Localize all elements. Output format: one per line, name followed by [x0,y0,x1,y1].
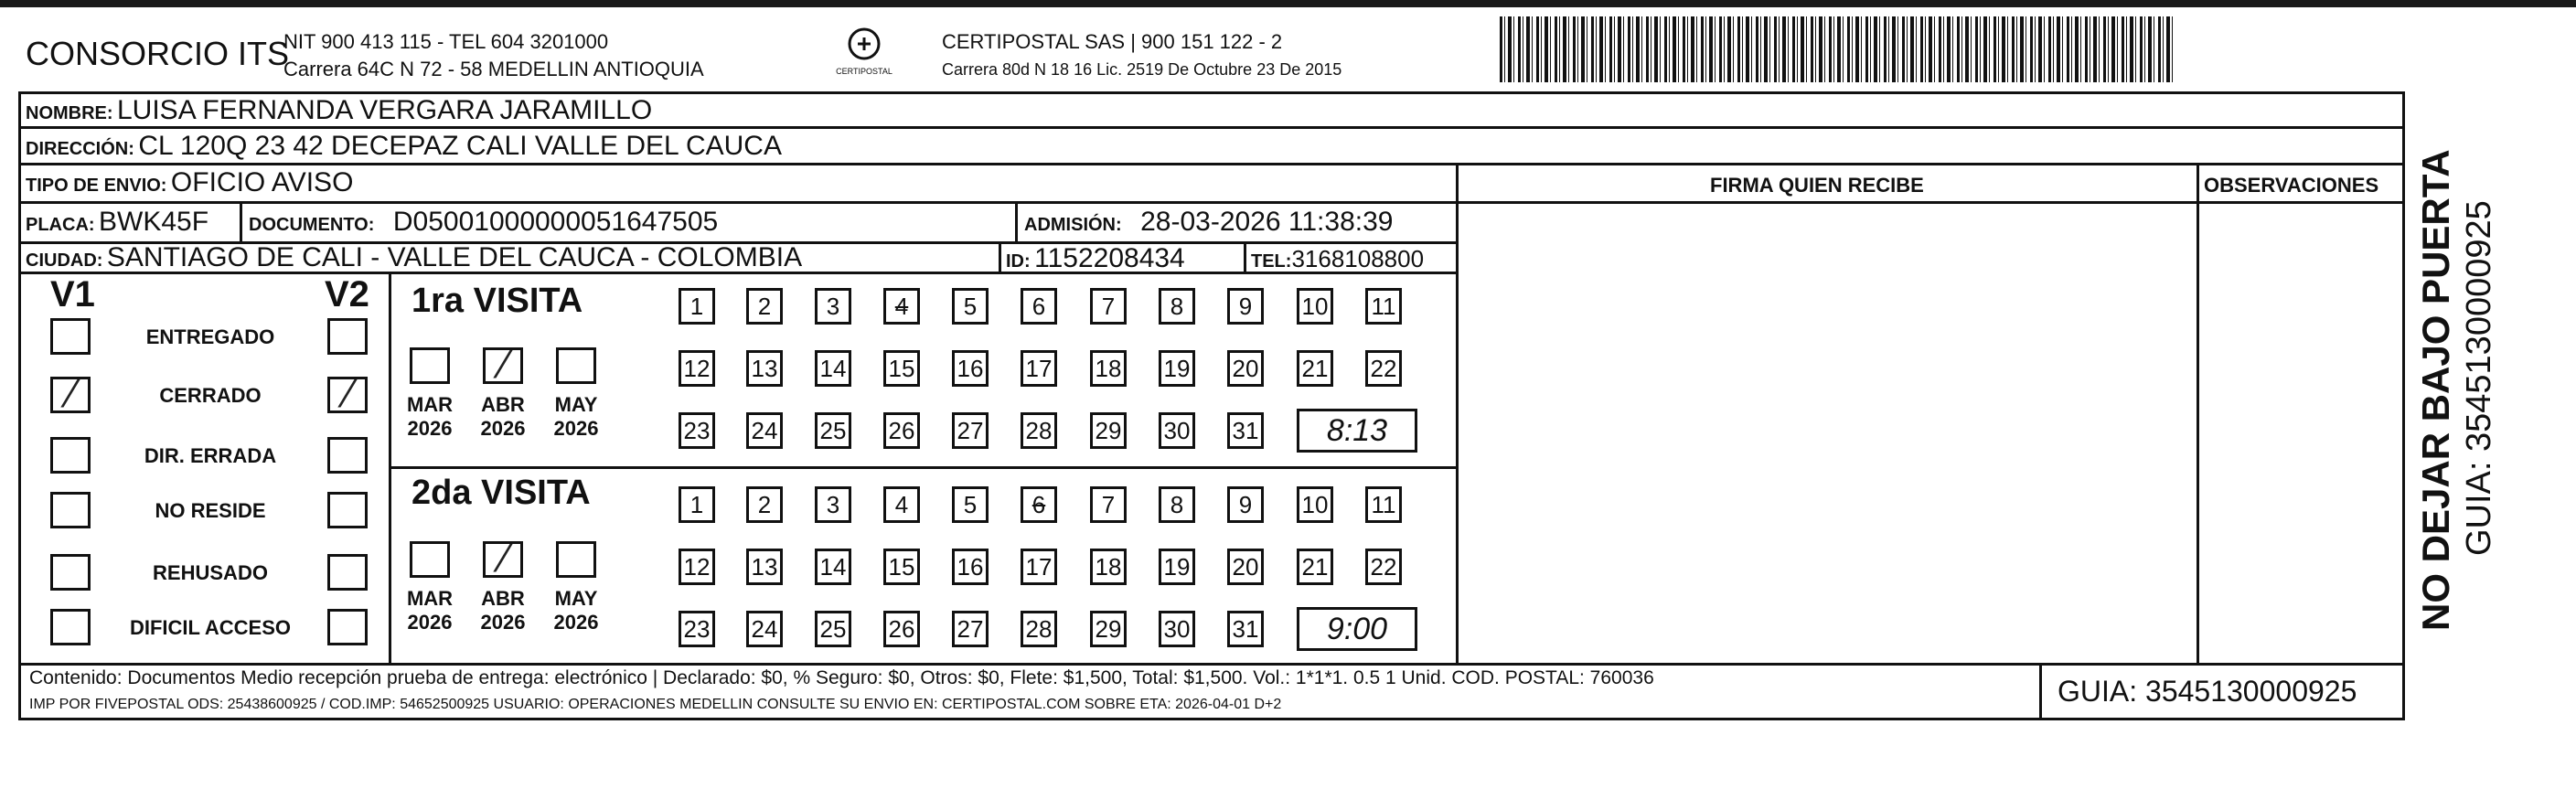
type-row [26,167,353,198]
visit2-day-box[interactable]: 13 [746,549,783,585]
visit2-day-box[interactable]: 9 [1227,486,1264,523]
admission-date: 28-03-2026 11:38:39 [1140,207,1394,237]
visit2-day-box[interactable]: 2 [746,486,783,523]
plate-row [26,207,208,238]
visit1-month-label: ABR [481,393,525,416]
visit2-day-box[interactable]: 21 [1297,549,1333,585]
carrier-address: Carrera 80d N 18 16 Lic. 2519 De Octubre 23 De 2015 [942,60,1342,79]
recipient-name: LUISA FERNANDA VERGARA JARAMILLO [117,95,653,125]
visit1-day-box[interactable]: 30 [1159,412,1195,449]
status-label: CERRADO [159,384,262,407]
visit2-month-box[interactable]: ⁄ [483,541,523,578]
visit2-day-box[interactable]: 28 [1021,611,1057,647]
visit2-month-box[interactable] [556,541,596,578]
admission-field [1024,207,1393,238]
visit2-day-box[interactable]: 22 [1365,549,1402,585]
doc-label: DOCUMENTO: [249,215,375,235]
visit2-day-box[interactable]: 17 [1021,549,1057,585]
visit1-day-box[interactable]: 9 [1227,288,1264,325]
visit1-day-box[interactable]: 1 [679,288,715,325]
visit1-day-box[interactable]: 12 [679,350,715,387]
visit2-year-label: 2026 [553,611,599,634]
visit1-day-box[interactable]: 2 [746,288,783,325]
visit1-month-box[interactable] [410,347,450,384]
address-row [26,131,782,162]
visit1-day-box[interactable]: 17 [1021,350,1057,387]
city-label: CIUDAD: [26,250,103,271]
observations-header: OBSERVACIONES [2204,174,2379,197]
visit2-day-box[interactable]: 27 [952,611,989,647]
v2-label: V2 [325,274,369,314]
v1-checkbox[interactable] [50,437,91,474]
status-label: REHUSADO [153,561,268,584]
visit1-day-box[interactable]: 26 [883,412,920,449]
top-border [0,0,2576,7]
visit2-year-label: 2026 [480,611,526,634]
v2-checkbox[interactable] [327,554,368,591]
visit2-day-box[interactable]: 10 [1297,486,1333,523]
id-label: ID: [1006,251,1031,272]
visit2-day-box[interactable]: 23 [679,611,715,647]
visit1-day-box[interactable]: 10 [1297,288,1333,325]
visit2-day-box[interactable]: 5 [952,486,989,523]
document-number: D05001000000051647505 [392,207,719,237]
tel-value: 3168108800 [1291,245,1425,272]
company-name: CONSORCIO ITS [26,35,290,72]
visit2-day-box[interactable]: 6 [1021,486,1057,523]
v1-label: V1 [50,274,95,314]
visit2-day-box[interactable]: 11 [1365,486,1402,523]
plate-value: BWK45F [99,207,209,237]
visit1-day-box[interactable]: 22 [1365,350,1402,387]
visit1-day-box[interactable]: 15 [883,350,920,387]
visit2-day-box[interactable]: 8 [1159,486,1195,523]
visit1-day-box[interactable]: 19 [1159,350,1195,387]
visit1-day-box[interactable]: 29 [1090,412,1127,449]
visit2-month-label: ABR [481,587,525,610]
city-row [26,242,802,273]
type-label: TIPO DE ENVIO: [26,176,167,196]
visit1-month-box[interactable] [556,347,596,384]
visit1-day-box[interactable]: 31 [1227,412,1264,449]
barcode [1500,16,2176,82]
visit2-year-label: 2026 [407,611,453,634]
visit1-year-label: 2026 [553,417,599,440]
v2-checkbox[interactable]: ⁄ [327,377,368,413]
visit1-day-box[interactable]: 3 [815,288,851,325]
visit2-day-box[interactable]: 20 [1227,549,1264,585]
tel-label: TEL: [1251,251,1292,272]
visit2-day-box[interactable]: 12 [679,549,715,585]
visit1-day-box[interactable]: 18 [1090,350,1127,387]
visit2-day-box[interactable]: 24 [746,611,783,647]
visit2-day-box[interactable]: 26 [883,611,920,647]
certipostal-logo-icon [846,26,882,62]
id-field [1006,243,1185,274]
v1-checkbox[interactable] [50,609,91,645]
visit1-month-label: MAY [554,393,598,416]
visit2-day-box[interactable]: 19 [1159,549,1195,585]
visit1-year-label: 2026 [480,417,526,440]
plate-label: PLACA: [26,215,95,235]
v2-checkbox[interactable] [327,609,368,645]
footer-guia: GUIA: 3545130000925 [2058,675,2357,708]
visit1-day-box[interactable]: 23 [679,412,715,449]
status-label: DIR. ERRADA [144,444,277,467]
company-nit: NIT 900 413 115 - TEL 604 3201000 [283,30,609,53]
visit2-day-box[interactable]: 3 [815,486,851,523]
footer-content: Contenido: Documentos Medio recepción prueba de entrega: electrónico | Declarado: $0, % Seguro: $0, Otros: $0, Flete: $1,500, Total: $1,500. Vol.: 1*1*1. 0.5 1 Unid. COD. POSTAL: 760036 [29,667,1654,688]
visit1-day-box[interactable]: 28 [1021,412,1057,449]
status-label: NO RESIDE [155,499,266,522]
recipient-address: CL 120Q 23 42 DECEPAZ CALI VALLE DEL CAUCA [138,131,782,161]
visit1-time: 8:13 [1297,409,1417,453]
visit2-day-box[interactable]: 15 [883,549,920,585]
visit2-month-box[interactable] [410,541,450,578]
v1-checkbox[interactable] [50,492,91,528]
shipment-type: OFICIO AVISO [170,167,354,197]
visit1-day-box[interactable]: 27 [952,412,989,449]
footer-imp: IMP POR FIVEPOSTAL ODS: 25438600925 / COD.IMP: 54652500925 USUARIO: OPERACIONES MEDELLIN CONSULTE SU ENVIO EN: CERTIPOSTAL.COM SOBRE ETA: 2026-04-01 D+2 [29,697,1282,712]
visit1-month-box[interactable]: ⁄ [483,347,523,384]
v1-checkbox[interactable]: ⁄ [50,377,91,413]
city-value: SANTIAGO DE CALI - VALLE DEL CAUCA - COLOMBIA [106,242,803,272]
carrier-info: CERTIPOSTAL SAS | 900 151 122 - 2 [942,30,1283,53]
logo-text: CERTIPOSTAL [836,67,893,76]
visit1-day-box[interactable]: 5 [952,288,989,325]
document-field [249,207,718,238]
status-label: ENTREGADO [145,325,275,348]
visit2-day-box[interactable]: 16 [952,549,989,585]
visit2-day-box[interactable]: 31 [1227,611,1264,647]
id-value: 1152208434 [1034,243,1185,273]
visit1-day-box[interactable]: 14 [815,350,851,387]
visit1-day-box[interactable]: 7 [1090,288,1127,325]
company-address: Carrera 64C N 72 - 58 MEDELLIN ANTIOQUIA [283,58,704,80]
name-label: NOMBRE: [26,103,113,123]
form-frame [18,91,2405,720]
address-label: DIRECCIÓN: [26,139,134,159]
visit1-day-box[interactable]: 13 [746,350,783,387]
v1-checkbox[interactable] [50,554,91,591]
v2-checkbox[interactable] [327,492,368,528]
signature-header: FIRMA QUIEN RECIBE [1710,174,1924,197]
visit2-day-box[interactable]: 30 [1159,611,1195,647]
v2-checkbox[interactable] [327,318,368,355]
visit1-day-box[interactable]: 11 [1365,288,1402,325]
v1-checkbox[interactable] [50,318,91,355]
admission-label: ADMISIÓN: [1024,215,1122,235]
visit2-day-box[interactable]: 18 [1090,549,1127,585]
name-row [26,95,652,126]
visit2-time: 9:00 [1297,607,1417,651]
visit1-year-label: 2026 [407,417,453,440]
visit2-day-box[interactable]: 1 [679,486,715,523]
visit1-day-box[interactable]: 25 [815,412,851,449]
visit1-day-box[interactable]: 4 [883,288,920,325]
visit1-month-label: MAR [406,393,454,416]
tel-field [1251,245,1424,273]
visit1-day-box[interactable]: 6 [1021,288,1057,325]
visit2-day-box[interactable]: 29 [1090,611,1127,647]
second-visit-title: 2da VISITA [412,474,591,512]
visit1-day-box[interactable]: 8 [1159,288,1195,325]
visit2-month-label: MAR [406,587,454,610]
visit1-day-box[interactable]: 20 [1227,350,1264,387]
visit2-month-label: MAY [554,587,598,610]
visit1-day-box[interactable]: 24 [746,412,783,449]
visit2-day-box[interactable]: 4 [883,486,920,523]
first-visit-title: 1ra VISITA [412,282,583,320]
status-label: DIFICIL ACCESO [129,616,291,639]
visit2-day-box[interactable]: 14 [815,549,851,585]
side-guia: GUIA: 3545130000925 [2460,200,2498,556]
visit2-day-box[interactable]: 7 [1090,486,1127,523]
certipostal-logo [823,26,905,76]
no-dejar-warning: NO DEJAR BAJO PUERTA [2414,149,2457,631]
visit2-day-box[interactable]: 25 [815,611,851,647]
visit1-day-box[interactable]: 16 [952,350,989,387]
visit1-day-box[interactable]: 21 [1297,350,1333,387]
v2-checkbox[interactable] [327,437,368,474]
